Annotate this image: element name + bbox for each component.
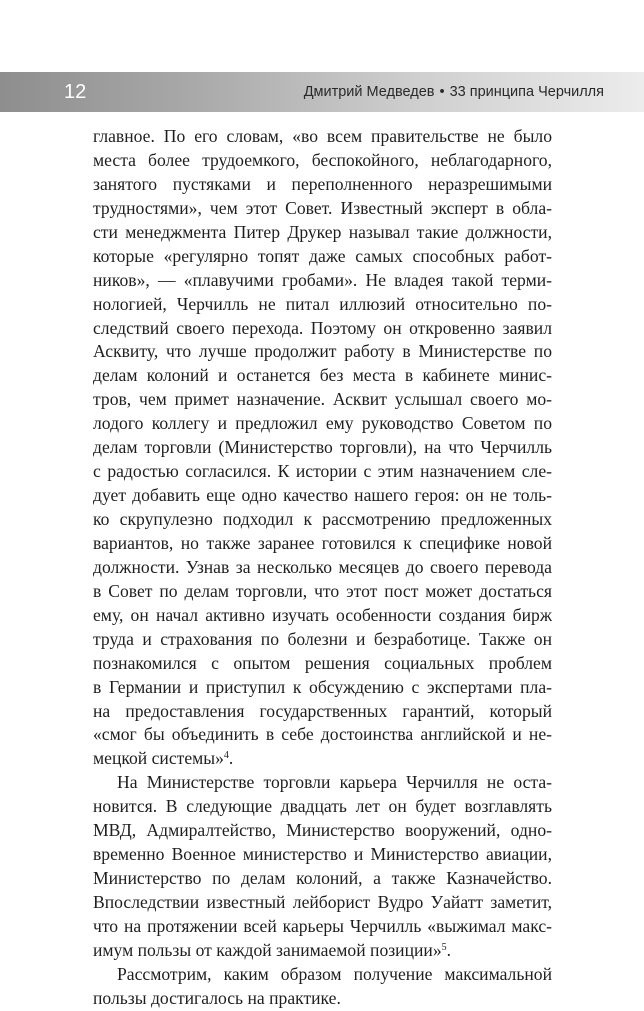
text-line: пользы достигалось на практике. <box>93 987 341 1008</box>
text-line: дует добавить еще одно качество нашего героя: он не толь- <box>93 485 552 506</box>
text-line: в Совет по делам торговли, что этот пост может достаться <box>93 580 552 601</box>
text-line: нологией, Черчилль не питал иллюзий относительно по- <box>93 293 552 314</box>
text-line: На Министерстве торговли карьера Черчилля не оста- <box>117 772 552 793</box>
text-line-content: имум пользы от каждой занимаемой позиции» <box>93 939 442 960</box>
text-line: труда и страхования по болезни и безработице. Также он <box>93 628 552 649</box>
text-line: делам торговли (Министерство торговли), на что Черчилль <box>93 437 552 458</box>
bullet-separator: • <box>439 84 445 100</box>
text-line: тров, чем примет назначение. Асквит услышал своего мо- <box>93 389 552 410</box>
text-line: сти менеджмента Питер Друкер называл такие должности, <box>93 221 552 242</box>
text-line: Министерство по делам колоний, а также Казначейство. <box>93 868 552 889</box>
text-line: «смог бы объединить в себе достоинства английской и не- <box>93 724 552 745</box>
text-line: мецкой системы»$^4$. <box>93 748 234 769</box>
text-line: главное. По его словам, «во всем правительстве не было <box>93 126 552 146</box>
footnote-marker: 5 <box>441 941 447 953</box>
text-line: познакомился с опытом решения социальных проблем <box>93 652 552 673</box>
text-line: Впоследствии известный лейборист Вудро Уайатт заметит, <box>93 892 552 912</box>
footnote-marker: 4 <box>223 750 229 762</box>
text-line: ему, он начал активно изучать особенности создания бирж <box>93 604 552 625</box>
text-line: новится. В следующие двадцать лет он будет возглавлять <box>93 796 552 817</box>
text-line: места более трудоемкого, беспокойного, неблагодарного, <box>93 149 552 170</box>
book-title: 33 принципа Черчилля <box>449 84 604 100</box>
page-number: 12 <box>64 81 87 103</box>
text-line: МВД, Адмиралтейство, Министерство вооружений, одно- <box>93 820 552 841</box>
text-line: занятого пустяками и переполненного неразрешимыми <box>93 173 552 194</box>
text-line: временно Военное министерство и Министерство авиации, <box>93 844 552 865</box>
text-line: с радостью согласился. К истории с этим назначением сле- <box>93 461 552 482</box>
text-line: Рассмотрим, каким образом получение максимальной <box>117 963 552 984</box>
author-name: Дмитрий Медведев <box>303 84 435 100</box>
text-line: ко скрупулезно подходил к рассмотрению предложенных <box>93 509 552 529</box>
text-line: на предоставления государственных гарантий, который <box>93 700 552 721</box>
text-line: лодого коллегу и предложил ему руководство Советом по <box>93 413 552 434</box>
text-line: что на протяжении всей карьеры Черчилль «выжимал макс- <box>93 915 552 936</box>
text-line: в Германии и приступил к обсуждению с экспертами пла- <box>93 676 552 697</box>
text-line: делам колоний и останется без места в кабинете минис- <box>93 365 552 386</box>
text-line-content: мецкой системы» <box>93 748 224 769</box>
text-line: имум пользы от каждой занимаемой позиции»$^5$. <box>93 939 452 960</box>
text-line: следствий своего перехода. Поэтому он откровенно заявил <box>93 317 552 338</box>
text-line: которые «регулярно топят даже самых способных работ- <box>93 245 552 266</box>
running-head <box>304 80 604 104</box>
text-line: Асквиту, что лучше продолжит работу в Министерстве по <box>93 341 552 362</box>
text-line: ников», — «плавучими гробами». Не владея такой терми- <box>93 269 552 290</box>
text-line: трудностями», чем этот Совет. Известный эксперт в обла- <box>93 197 552 218</box>
text-line: должности. Узнав за несколько месяцев до своего перевода <box>93 556 552 577</box>
text-line: вариантов, но также заранее готовился к специфике новой <box>93 532 552 553</box>
body-text <box>93 125 552 1011</box>
